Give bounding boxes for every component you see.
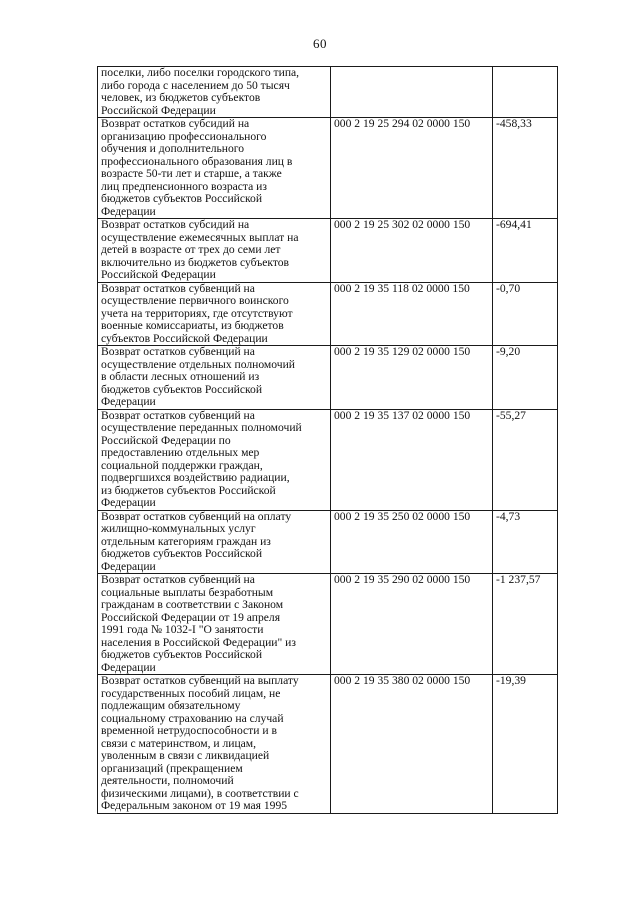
description-cell [98, 574, 331, 675]
description-line: в области лесных отношений из [101, 370, 260, 383]
budget-code-cell: 000 2 19 35 137 02 0000 150 [331, 409, 493, 510]
description-line: бюджетов субъектов Российской [101, 382, 263, 396]
description-line: Российской Федерации [101, 268, 216, 281]
table-row [98, 219, 558, 283]
description-cell [98, 346, 331, 410]
description-line: человек, из бюджетов субъектов [101, 91, 261, 104]
description-line: бюджетов субъектов Российской [101, 192, 263, 205]
description-line: осуществление ежемесячных выплат на [101, 230, 299, 244]
description-line: осуществление первичного воинского [101, 294, 289, 307]
description-cell [98, 510, 331, 574]
description-line: Возврат остатков субвенций на [101, 345, 255, 358]
description-line: социальному страхованию на случай [101, 711, 284, 725]
budget-code-cell: 000 2 19 25 294 02 0000 150 [331, 118, 493, 219]
description-line: социальные выплаты безработным [101, 585, 274, 599]
description-line: детей в возрасте от трех до семи лет [101, 243, 281, 256]
description-line: гражданам в соответствии с Законом [101, 598, 284, 611]
description-line: бюджетов субъектов Российской [101, 547, 263, 560]
description-cell [98, 118, 331, 219]
description-line: Возврат остатков субсидий на [101, 218, 250, 231]
amount-cell: -19,39 [493, 675, 558, 814]
table-row [98, 409, 558, 510]
description-line: Российской Федерации от 19 апреля [101, 610, 281, 624]
amount-cell: -694,41 [493, 219, 558, 283]
budget-code-cell: 000 2 19 25 302 02 0000 150 [331, 219, 493, 283]
description-line: Возврат остатков субвенций на [101, 573, 255, 586]
description-line: Возврат остатков субвенций на выплату [101, 674, 299, 687]
description-line: возрасте 50-ти лет и старше, а также [101, 167, 282, 180]
description-line: Федерации [101, 395, 156, 408]
budget-code-cell: 000 2 19 35 380 02 0000 150 [331, 675, 493, 814]
description-line: государственных пособий лицам, не [101, 686, 281, 700]
table-row [98, 675, 558, 814]
description-line: Возврат остатков субвенций на [101, 408, 255, 422]
description-line: Федеральным законом от 19 мая 1995 [101, 799, 288, 812]
table-row [98, 118, 558, 219]
description-line: осуществление переданных полномочий [101, 421, 302, 434]
amount-cell [493, 67, 558, 118]
description-cell [98, 409, 331, 510]
budget-code-cell: 000 2 19 35 118 02 0000 150 [331, 282, 493, 346]
description-line: Российской Федерации [101, 103, 216, 117]
amount-cell: -458,33 [493, 118, 558, 219]
description-line: Федерации [101, 660, 156, 674]
description-line: военные комиссариаты, из бюджетов [101, 319, 284, 332]
description-line: связи с материнством, и лицам, [101, 736, 257, 750]
description-line: субъектов Российской Федерации [101, 331, 268, 345]
description-line: профессионального образования лиц в [101, 154, 293, 168]
description-line: предоставлению отдельных мер [101, 446, 260, 459]
description-line: либо города с населением до 50 тысяч [101, 78, 290, 92]
description-line: учета на территориях, где отсутствуют [101, 306, 293, 320]
description-line: подвергшихся воздействию радиации, [101, 471, 290, 484]
description-line: Федерации [101, 559, 156, 573]
budget-code-cell: 000 2 19 35 129 02 0000 150 [331, 346, 493, 410]
table-row [98, 67, 558, 118]
description-line: жилищно-коммунальных услуг [101, 522, 256, 535]
description-line: подлежащим обязательному [101, 699, 241, 712]
description-line: социальной поддержки граждан, [101, 458, 263, 472]
page-number: 60 [313, 36, 327, 51]
description-line: Федерации [101, 496, 156, 509]
description-line: организаций (прекращением [101, 761, 243, 775]
description-line: Российской Федерации по [101, 433, 231, 447]
description-line: отдельным категориям граждан из [101, 534, 271, 548]
description-line: лиц предпенсионного возраста из [101, 179, 267, 193]
description-line: физическими лицами), в соответствии с [101, 786, 299, 800]
description-line: Возврат остатков субсидий на [101, 117, 250, 130]
description-cell [98, 219, 331, 283]
budget-table-body [98, 67, 558, 814]
table-row [98, 510, 558, 574]
description-line: поселки, либо поселки городского типа, [101, 66, 300, 79]
description-line: обучения и дополнительного [101, 142, 245, 155]
description-line: населения в Российской Федерации" из [101, 635, 296, 649]
description-line: Возврат остатков субвенций на [101, 281, 255, 295]
description-line: временной нетрудоспособности и в [101, 724, 277, 737]
amount-cell: -1 237,57 [493, 574, 558, 675]
description-line: бюджетов субъектов Российской [101, 648, 263, 661]
description-line: Возврат остатков субвенций на оплату [101, 509, 292, 523]
budget-code-cell: 000 2 19 35 250 02 0000 150 [331, 510, 493, 574]
table-row [98, 346, 558, 410]
budget-code-cell [331, 67, 493, 118]
description-line: уволенным в связи с ликвидацией [101, 749, 270, 762]
amount-cell: -0,70 [493, 282, 558, 346]
budget-code-cell: 000 2 19 35 290 02 0000 150 [331, 574, 493, 675]
description-line: организацию профессионального [101, 129, 267, 143]
table-row [98, 574, 558, 675]
description-cell [98, 282, 331, 346]
description-cell [98, 675, 331, 814]
description-cell [98, 67, 331, 118]
description-line: включительно из бюджетов субъектов [101, 255, 290, 269]
amount-cell: -9,20 [493, 346, 558, 410]
description-line: осуществление отдельных полномочий [101, 357, 296, 371]
description-line: 1991 года № 1032-I "О занятости [101, 623, 264, 636]
description-line: Федерации [101, 204, 156, 218]
amount-cell: -4,73 [493, 510, 558, 574]
table-row [98, 282, 558, 346]
description-line: деятельности, полномочий [101, 774, 234, 787]
description-line: из бюджетов субъектов Российской [101, 483, 276, 497]
budget-table [97, 66, 558, 814]
amount-cell: -55,27 [493, 409, 558, 510]
